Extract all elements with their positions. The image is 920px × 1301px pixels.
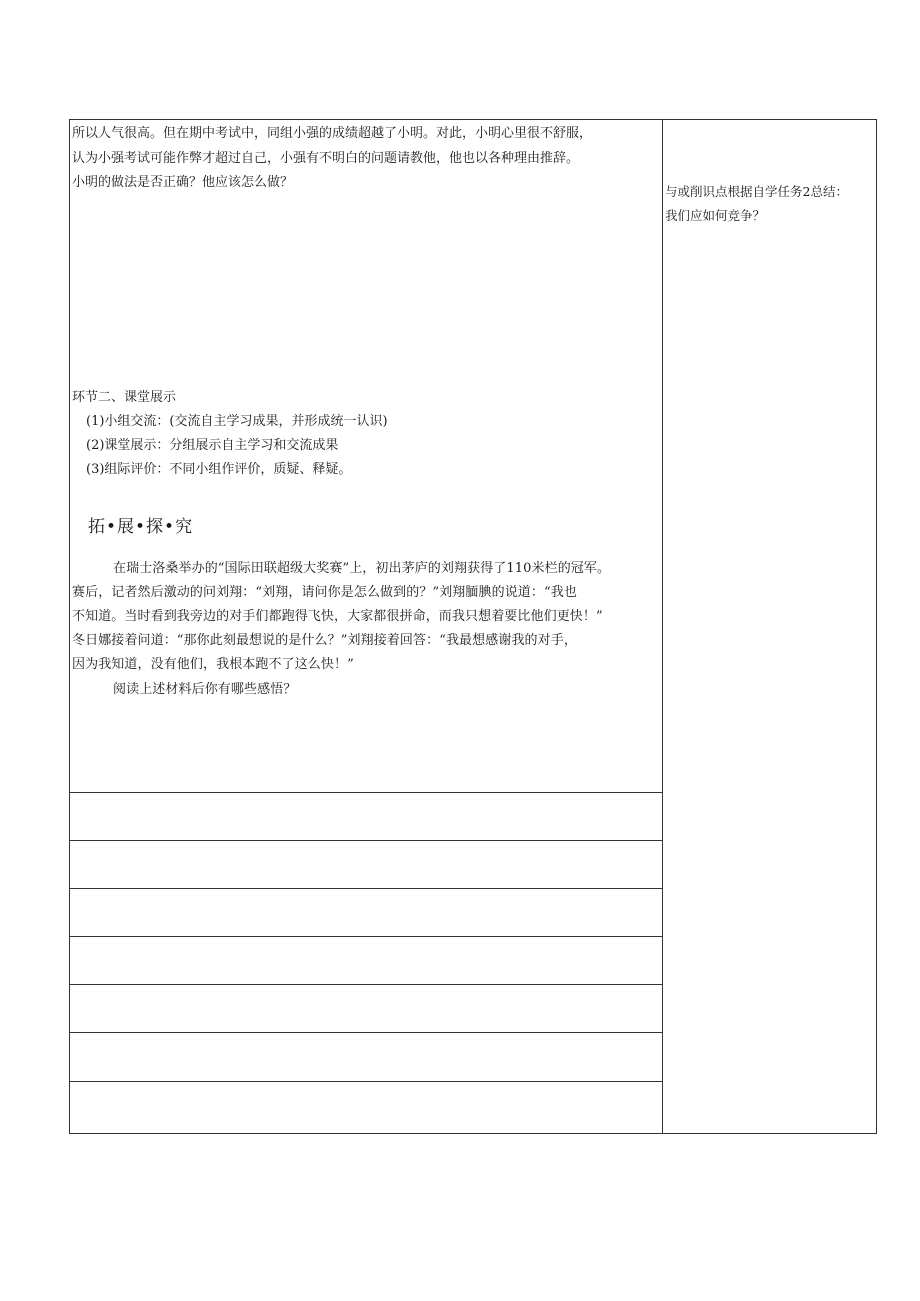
answer-line [70,984,662,985]
extension-paragraph-line: 因为我知道，没有他们，我根本跑不了这么快！” [72,657,354,672]
answer-line [70,840,662,841]
answer-line [70,936,662,937]
story-line: 所以人气很高。但在期中考试中，同组小强的成绩超越了小明。对此，小明心里很不舒服， [72,126,593,141]
section-item: (1)小组交流：(交流自主学习成果，并形成统一认识) [86,414,388,429]
extension-paragraph-line: 不知道。当时看到我旁边的对手们都跑得飞快，大家都很拼命，而我只想着要比他们更快！” [72,609,603,624]
section-item: (3)组际评价：不同小组作评价，质疑、释疑。 [86,462,352,477]
extension-question: 阅读上述材料后你有哪些感悟？ [113,682,297,697]
section-item: (2)课堂展示：分组展示自主学习和交流成果 [86,438,339,453]
section-title: 环节二、课堂展示 [72,390,177,405]
extension-heading: 拓•展•探•究 [88,517,194,537]
side-note-line: 与或削识点根据自学任务2总结： [665,184,848,199]
answer-line [70,1081,662,1082]
answer-line [70,1032,662,1033]
answer-line [70,888,662,889]
extension-paragraph-line: 赛后，记者然后激动的问刘翔：“刘翔，请问你是怎么做到的？”刘翔腼腆的说道：“我也 [72,585,577,600]
side-column [663,120,877,1133]
answer-line [70,792,662,793]
main-column [70,120,662,1133]
story-line: 认为小强考试可能作弊才超过自己，小强有不明白的问题请教他，他也以各种理由推辞。 [72,151,580,166]
extension-paragraph-line: 在瑞士洛桑举办的“国际田联超级大奖赛”上，初出茅庐的刘翔获得了110米栏的冠军。 [113,561,611,576]
extension-paragraph-line: 冬日娜接着问道：“那你此刻最想说的是什么？”刘翔接着回答：“我最想感谢我的对手， [72,633,577,648]
worksheet-table [69,119,877,1134]
story-question: 小明的做法是否正确？他应该怎么做？ [72,175,294,190]
side-note-line: 我们应如何竞争？ [665,208,766,223]
